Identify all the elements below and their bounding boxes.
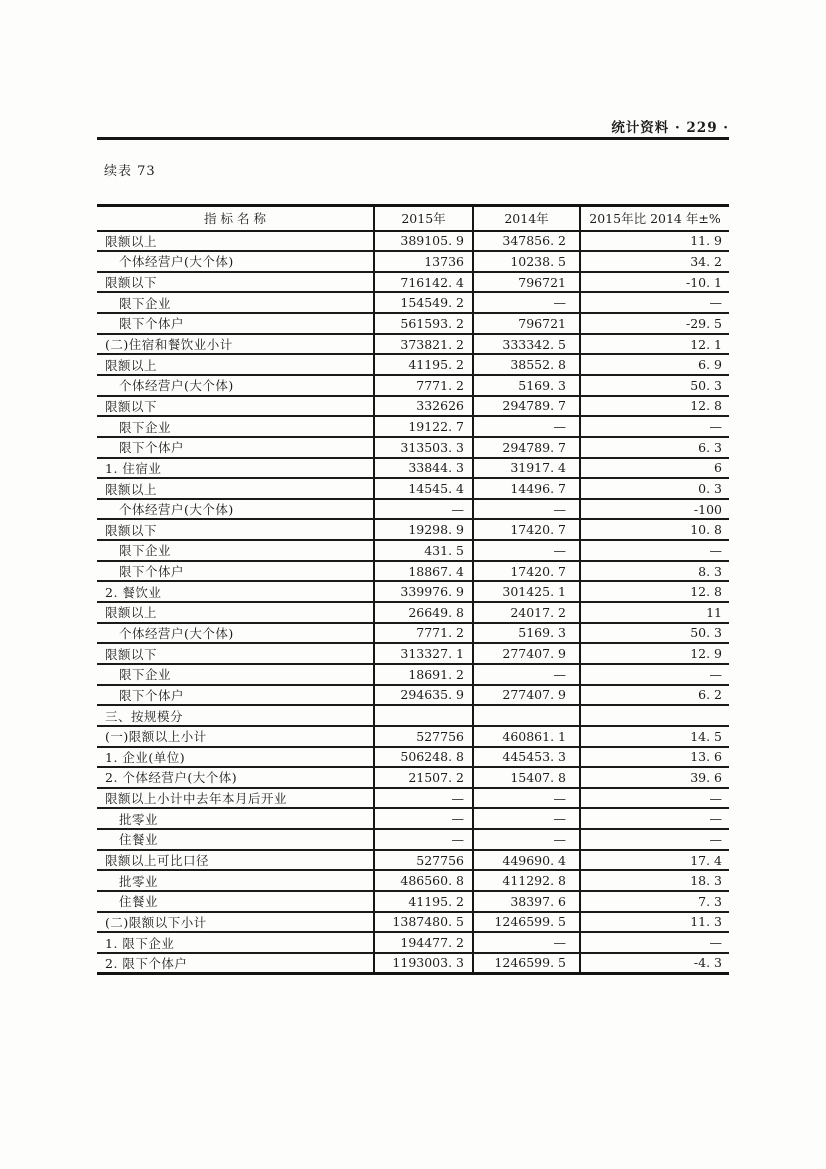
value-2014-cell: 1246599. 5 [473, 912, 580, 933]
value-2014-cell: 796721 [473, 313, 580, 334]
value-2014-cell: 301425. 1 [473, 581, 580, 602]
indicator-cell: 限额以上 [97, 478, 374, 499]
value-2015-cell: 486560. 8 [374, 870, 473, 891]
change-pct-cell: -100 [580, 499, 729, 520]
value-2015-cell: 19298. 9 [374, 519, 473, 540]
value-2015-cell: 7771. 2 [374, 623, 473, 644]
value-2015-cell: 373821. 2 [374, 334, 473, 355]
change-pct-cell: — [580, 292, 729, 313]
indicator-cell: 三、按规模分 [97, 705, 374, 726]
indicator-cell: 限下个体户 [97, 561, 374, 582]
table-row [97, 705, 729, 726]
change-pct-cell: 8. 3 [580, 561, 729, 582]
change-pct-cell: 11 [580, 602, 729, 623]
indicator-cell: 1. 限下企业 [97, 932, 374, 953]
table-row [97, 643, 729, 664]
value-2014-cell: 10238. 5 [473, 251, 580, 272]
indicator-cell: 个体经营户(大个体) [97, 375, 374, 396]
value-2014-cell: — [473, 808, 580, 829]
indicator-cell: 限额以下 [97, 519, 374, 540]
table-row [97, 251, 729, 272]
table-row [97, 602, 729, 623]
indicator-cell: (二)限额以下小计 [97, 912, 374, 933]
indicator-cell: 2. 个体经营户(大个体) [97, 767, 374, 788]
value-2015-cell: 13736 [374, 251, 473, 272]
change-pct-cell: — [580, 829, 729, 850]
indicator-cell: 限额以上 [97, 602, 374, 623]
table-row [97, 912, 729, 933]
change-pct-cell: 6. 9 [580, 354, 729, 375]
change-pct-cell: — [580, 788, 729, 809]
indicator-cell: 批零业 [97, 870, 374, 891]
table-row [97, 458, 729, 479]
value-2014-cell: 445453. 3 [473, 747, 580, 768]
value-2015-cell: 339976. 9 [374, 581, 473, 602]
value-2015-cell: 527756 [374, 850, 473, 871]
value-2014-cell: 449690. 4 [473, 850, 580, 871]
value-2014-cell: 5169. 3 [473, 623, 580, 644]
value-2015-cell: 14545. 4 [374, 478, 473, 499]
change-pct-cell: — [580, 932, 729, 953]
value-2015-cell: 7771. 2 [374, 375, 473, 396]
indicator-cell: 限额以下 [97, 272, 374, 293]
value-2015-cell: 431. 5 [374, 540, 473, 561]
value-2015-cell: 294635. 9 [374, 685, 473, 706]
indicator-cell: 住餐业 [97, 891, 374, 912]
table-row [97, 416, 729, 437]
indicator-cell: 限额以上可比口径 [97, 850, 374, 871]
value-2014-cell: — [473, 829, 580, 850]
change-pct-cell: 12. 1 [580, 334, 729, 355]
indicator-cell: 1. 企业(单位) [97, 747, 374, 768]
value-2014-cell: 14496. 7 [473, 478, 580, 499]
indicator-cell: 限额以上 [97, 231, 374, 252]
table-row [97, 354, 729, 375]
value-2014-cell: 38552. 8 [473, 354, 580, 375]
change-pct-cell: 7. 3 [580, 891, 729, 912]
indicator-cell: 限额以下 [97, 643, 374, 664]
value-2015-cell: 194477. 2 [374, 932, 473, 953]
value-2015-cell: 332626 [374, 396, 473, 417]
table-row [97, 437, 729, 458]
indicator-cell: 限下个体户 [97, 313, 374, 334]
value-2015-cell: 33844. 3 [374, 458, 473, 479]
running-head: 统计资料 · 229 · [611, 120, 729, 136]
value-2015-cell [374, 705, 473, 726]
table-row [97, 767, 729, 788]
indicator-cell: 限额以下 [97, 396, 374, 417]
value-2015-cell: 1193003. 3 [374, 953, 473, 974]
value-2014-cell: — [473, 416, 580, 437]
indicator-cell: 限下个体户 [97, 437, 374, 458]
value-2014-cell: 1246599. 5 [473, 953, 580, 974]
value-2014-cell: 5169. 3 [473, 375, 580, 396]
value-2014-cell: 294789. 7 [473, 396, 580, 417]
value-2014-cell: — [473, 292, 580, 313]
indicator-cell: 限下企业 [97, 664, 374, 685]
table-row [97, 313, 729, 334]
value-2015-cell: — [374, 788, 473, 809]
table-row [97, 499, 729, 520]
header-row [97, 206, 729, 231]
change-pct-cell: 34. 2 [580, 251, 729, 272]
table-row [97, 850, 729, 871]
value-2015-cell: 313327. 1 [374, 643, 473, 664]
value-2014-cell: — [473, 499, 580, 520]
indicator-cell: (二)住宿和餐饮业小计 [97, 334, 374, 355]
table-row [97, 623, 729, 644]
indicator-cell: 限额以上 [97, 354, 374, 375]
value-2014-cell: 333342. 5 [473, 334, 580, 355]
value-2015-cell: 26649. 8 [374, 602, 473, 623]
change-pct-cell: — [580, 540, 729, 561]
change-pct-cell: -29. 5 [580, 313, 729, 334]
change-pct-cell: — [580, 416, 729, 437]
table-row [97, 231, 729, 252]
table-body [97, 231, 729, 974]
table-row [97, 932, 729, 953]
change-pct-cell: 39. 6 [580, 767, 729, 788]
value-2014-cell: 24017. 2 [473, 602, 580, 623]
change-pct-cell: 11. 3 [580, 912, 729, 933]
change-pct-cell [580, 705, 729, 726]
value-2015-cell: 313503. 3 [374, 437, 473, 458]
value-2015-cell: 716142. 4 [374, 272, 473, 293]
change-pct-cell: 11. 9 [580, 231, 729, 252]
table-row [97, 396, 729, 417]
table-row [97, 334, 729, 355]
change-pct-cell: 6. 3 [580, 437, 729, 458]
change-pct-cell: 12. 8 [580, 581, 729, 602]
value-2015-cell: 18867. 4 [374, 561, 473, 582]
table-row [97, 685, 729, 706]
table-row [97, 664, 729, 685]
value-2015-cell: 1387480. 5 [374, 912, 473, 933]
table-row [97, 292, 729, 313]
change-pct-cell: 13. 6 [580, 747, 729, 768]
change-pct-cell: — [580, 808, 729, 829]
indicator-cell: 限下企业 [97, 416, 374, 437]
change-pct-cell: 12. 8 [580, 396, 729, 417]
indicator-cell: 个体经营户(大个体) [97, 499, 374, 520]
change-pct-cell: 18. 3 [580, 870, 729, 891]
indicator-cell: (一)限额以上小计 [97, 726, 374, 747]
indicator-cell: 2. 餐饮业 [97, 581, 374, 602]
column-header-2014: 2014年 [473, 206, 580, 231]
value-2015-cell: 21507. 2 [374, 767, 473, 788]
value-2014-cell: 347856. 2 [473, 231, 580, 252]
change-pct-cell: 17. 4 [580, 850, 729, 871]
table-row [97, 581, 729, 602]
indicator-cell: 2. 限下个体户 [97, 953, 374, 974]
table-row [97, 540, 729, 561]
change-pct-cell: 12. 9 [580, 643, 729, 664]
value-2014-cell: — [473, 664, 580, 685]
value-2015-cell: 527756 [374, 726, 473, 747]
change-pct-cell: — [580, 664, 729, 685]
statistics-table [97, 204, 729, 975]
value-2014-cell: 277407. 9 [473, 643, 580, 664]
value-2014-cell: 294789. 7 [473, 437, 580, 458]
table-row [97, 272, 729, 293]
value-2015-cell: — [374, 829, 473, 850]
indicator-cell: 个体经营户(大个体) [97, 251, 374, 272]
table-row [97, 829, 729, 850]
change-pct-cell: 50. 3 [580, 375, 729, 396]
change-pct-cell: 6 [580, 458, 729, 479]
table-row [97, 808, 729, 829]
value-2015-cell: 41195. 2 [374, 354, 473, 375]
table-header [97, 206, 729, 231]
value-2014-cell: 15407. 8 [473, 767, 580, 788]
indicator-cell: 限下个体户 [97, 685, 374, 706]
indicator-cell: 限下企业 [97, 292, 374, 313]
indicator-cell: 1. 住宿业 [97, 458, 374, 479]
table-row [97, 891, 729, 912]
table-caption: 续表 73 [104, 164, 156, 179]
header-rule [97, 137, 729, 140]
value-2015-cell: 19122. 7 [374, 416, 473, 437]
value-2015-cell: 41195. 2 [374, 891, 473, 912]
change-pct-cell: 6. 2 [580, 685, 729, 706]
value-2014-cell: 17420. 7 [473, 519, 580, 540]
change-pct-cell: 50. 3 [580, 623, 729, 644]
value-2015-cell: 18691. 2 [374, 664, 473, 685]
table-row [97, 519, 729, 540]
indicator-cell: 个体经营户(大个体) [97, 623, 374, 644]
indicator-cell: 批零业 [97, 808, 374, 829]
column-header-indicator: 指 标 名 称 [97, 206, 374, 231]
indicator-cell: 限下企业 [97, 540, 374, 561]
indicator-cell: 住餐业 [97, 829, 374, 850]
column-header-change: 2015年比 2014 年±% [580, 206, 729, 231]
change-pct-cell: -10. 1 [580, 272, 729, 293]
value-2014-cell [473, 705, 580, 726]
value-2014-cell: — [473, 932, 580, 953]
value-2015-cell: 389105. 9 [374, 231, 473, 252]
value-2014-cell: 31917. 4 [473, 458, 580, 479]
value-2014-cell: 38397. 6 [473, 891, 580, 912]
table-row [97, 561, 729, 582]
value-2014-cell: 17420. 7 [473, 561, 580, 582]
column-header-2015: 2015年 [374, 206, 473, 231]
value-2015-cell: 506248. 8 [374, 747, 473, 768]
value-2014-cell: — [473, 540, 580, 561]
change-pct-cell: 14. 5 [580, 726, 729, 747]
value-2015-cell: — [374, 808, 473, 829]
table-row [97, 870, 729, 891]
change-pct-cell: 10. 8 [580, 519, 729, 540]
value-2015-cell: 154549. 2 [374, 292, 473, 313]
table-row [97, 478, 729, 499]
change-pct-cell: -4. 3 [580, 953, 729, 974]
value-2014-cell: 796721 [473, 272, 580, 293]
table-row [97, 953, 729, 974]
value-2014-cell: 277407. 9 [473, 685, 580, 706]
indicator-cell: 限额以上小计中去年本月后开业 [97, 788, 374, 809]
value-2015-cell: 561593. 2 [374, 313, 473, 334]
table-row [97, 788, 729, 809]
change-pct-cell: 0. 3 [580, 478, 729, 499]
table-row [97, 726, 729, 747]
table-row [97, 747, 729, 768]
value-2015-cell: — [374, 499, 473, 520]
table-row [97, 375, 729, 396]
value-2014-cell: 460861. 1 [473, 726, 580, 747]
value-2014-cell: — [473, 788, 580, 809]
value-2014-cell: 411292. 8 [473, 870, 580, 891]
